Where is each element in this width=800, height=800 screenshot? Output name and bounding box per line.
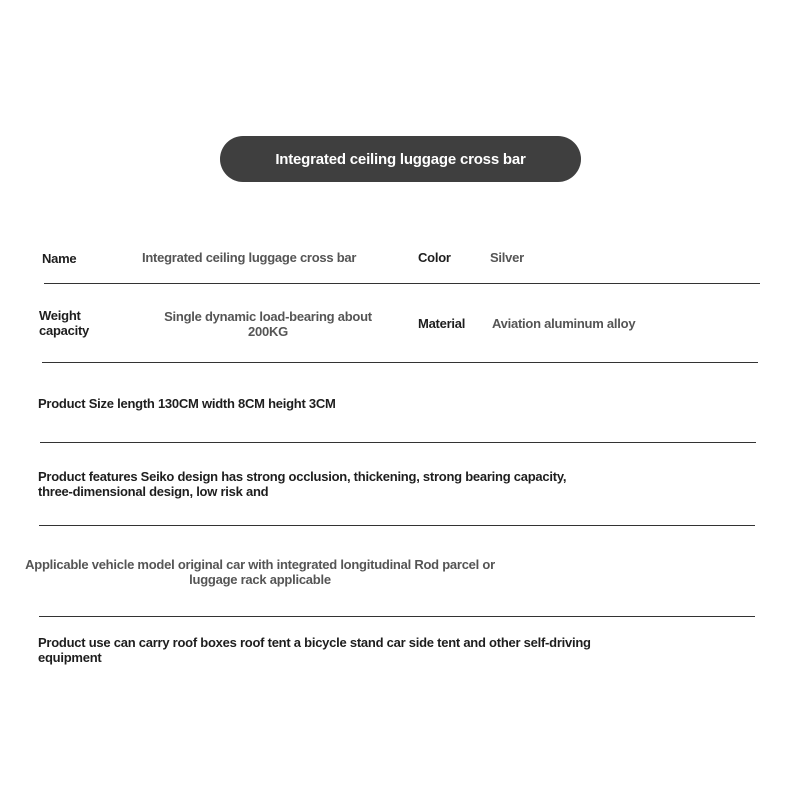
use-line: equipment — [38, 650, 102, 665]
material-label: Material — [418, 316, 466, 331]
weight-label — [39, 308, 89, 338]
product-use — [38, 635, 591, 665]
title-banner — [220, 136, 581, 182]
applicable-vehicle — [0, 557, 520, 587]
weight-value — [148, 309, 388, 339]
features-line: Product features Seiko design has strong occlusion, thickening, strong bearing capacity, — [38, 469, 567, 484]
weight-label-line: Weight — [39, 308, 81, 323]
use-line: Product use can carry roof boxes roof tent a bicycle stand car side tent and other self-driving — [38, 635, 591, 650]
divider — [44, 283, 760, 284]
product-features — [38, 469, 566, 499]
weight-label-line: capacity — [39, 323, 90, 338]
divider — [40, 442, 756, 443]
divider — [42, 362, 758, 363]
name-value: Integrated ceiling luggage cross bar — [142, 250, 357, 265]
color-label: Color — [418, 250, 451, 265]
weight-value-line: 200KG — [248, 324, 288, 339]
divider — [39, 616, 755, 617]
features-line: three-dimensional design, low risk and — [38, 484, 269, 499]
product-size: Product Size length 130CM width 8CM height 3CM — [38, 396, 336, 411]
material-value: Aviation aluminum alloy — [492, 316, 636, 331]
vehicle-line: luggage rack applicable — [189, 572, 331, 587]
weight-value-line: Single dynamic load-bearing about — [164, 309, 372, 324]
divider — [39, 525, 755, 526]
title-text: Integrated ceiling luggage cross bar — [275, 150, 526, 168]
vehicle-line: Applicable vehicle model original car with integrated longitudinal Rod parcel or — [25, 557, 495, 572]
name-label: Name — [42, 251, 77, 266]
color-value: Silver — [490, 250, 524, 265]
